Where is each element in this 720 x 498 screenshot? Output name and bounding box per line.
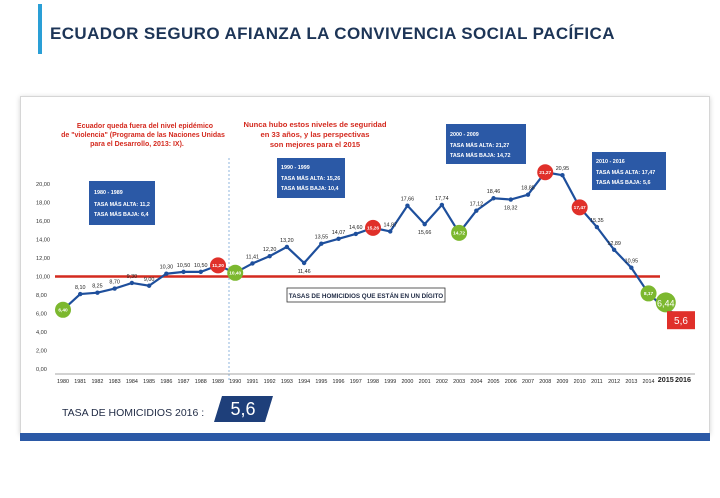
data-point: [267, 254, 271, 258]
period-box-1990s-title: 1990 - 1999: [281, 165, 310, 171]
y-tick-label: 6,00: [36, 311, 47, 318]
x-tick-label: 2000: [401, 379, 414, 385]
data-point: [319, 241, 323, 245]
period-box-2010s-low: TASA MÁS BAJA: 5,6: [596, 180, 651, 186]
period-box-2010s-high: TASA MÁS ALTA: 17,47: [596, 170, 656, 176]
low-marker-label: 10,40: [229, 271, 242, 277]
data-point: [336, 237, 340, 241]
footer-label: TASA DE HOMICIDIOS 2016 :: [62, 407, 205, 419]
x-tick-label: 1982: [91, 379, 104, 385]
data-point: [491, 196, 495, 200]
high-marker-label: 11,20: [212, 264, 224, 270]
threshold-label-box: [287, 288, 445, 302]
period-box-1980s: [89, 181, 155, 225]
data-label: 17,12: [469, 201, 484, 208]
data-label: 8,70: [109, 279, 120, 286]
period-box-1980s-title: 1980 - 1989: [94, 190, 123, 196]
x-tick-label: 1980: [57, 379, 69, 385]
data-label: 10,30: [159, 264, 174, 271]
x-tick-label: 1992: [263, 379, 276, 385]
data-label: 17,66: [400, 196, 415, 203]
x-tick-label: 2002: [435, 379, 448, 385]
period-box-1990s-low: TASA MÁS BAJA: 10,4: [281, 186, 339, 192]
center-annotation: [243, 120, 386, 149]
x-tick-label: 2006: [504, 379, 517, 385]
x-tick-label: 1996: [332, 379, 345, 385]
x-tick-label: 2010: [573, 379, 586, 385]
data-point: [78, 292, 82, 296]
x-tick-label: 1998: [367, 379, 379, 385]
data-point: [130, 281, 134, 285]
x-tick-label: 2013: [625, 379, 638, 385]
center-note-line-1: Nunca hubo estos niveles de seguridad: [243, 120, 387, 129]
x-tick-label: 2009: [556, 379, 569, 385]
data-label: 14,07: [331, 229, 346, 236]
period-box-1980s-low: TASA MÁS BAJA: 6,4: [94, 212, 149, 218]
left-annotation: [61, 123, 225, 148]
center-note-line-2: en 33 años, y las perspectivas: [260, 130, 370, 139]
low-marker-label: 8,17: [643, 292, 654, 298]
data-point: [560, 173, 564, 177]
period-box-2000s-title: 2000 - 2009: [450, 132, 479, 138]
x-tick-label: 1995: [315, 379, 328, 385]
x-tick-label: 2005: [487, 379, 500, 385]
high-marker-label: 17,47: [573, 206, 586, 212]
data-label: 14,60: [349, 224, 363, 231]
data-point: [147, 284, 151, 288]
data-point: [199, 270, 203, 274]
data-label: 18,46: [486, 189, 501, 196]
page-title: ECUADOR SEGURO AFIANZA LA CONVIVENCIA SOCIAL PACÍFICA: [50, 24, 615, 43]
x-tick-label: 1990: [229, 379, 242, 385]
y-tick-label: 2,00: [36, 348, 47, 355]
data-point: [526, 192, 530, 196]
left-note-line-3: para el Desarrollo, 2013: IX).: [90, 141, 184, 148]
x-tick-label: 1985: [143, 379, 156, 385]
period-box-1990s: [277, 158, 345, 198]
threshold-label: TASAS DE HOMICIDIOS QUE ESTÁN EN UN DÍGITO: [288, 293, 444, 300]
left-note-line-2: de "violencia" (Programa de las Naciones Unidas: [61, 132, 225, 139]
y-tick-label: 0,00: [36, 367, 47, 373]
data-point: [612, 248, 616, 252]
data-point: [354, 232, 358, 236]
period-box-1990s-high: TASA MÁS ALTA: 15,26: [281, 176, 341, 182]
x-tick-label: 1999: [384, 379, 397, 385]
footer-value: 5,6: [230, 399, 256, 419]
data-point: [388, 229, 392, 233]
data-label: 9,30: [126, 273, 138, 280]
period-box-2000s: [446, 124, 526, 164]
data-label: 8,10: [74, 285, 86, 292]
footer-value-badge: [214, 396, 273, 422]
data-label: 15,66: [417, 230, 432, 237]
low-marker-label: 14,72: [453, 231, 466, 237]
data-point: [440, 203, 444, 207]
x-tick-label: 1994: [298, 379, 311, 385]
data-label: 9,00: [143, 276, 155, 283]
data-point: [509, 197, 513, 201]
high-marker-label: 15,26: [366, 226, 380, 232]
data-point: [302, 261, 306, 265]
x-tick-label: 2001: [418, 379, 431, 385]
data-point: [181, 270, 185, 274]
x-tick-label: 2003: [453, 379, 466, 385]
x-tick-label: 1993: [280, 379, 293, 385]
x-tick-label: 1987: [177, 379, 190, 385]
x-tick-label: 2008: [539, 379, 552, 385]
high-marker-label: 21,27: [539, 171, 552, 177]
data-label: 14,87: [383, 222, 397, 229]
x-tick-label: 2004: [470, 379, 483, 385]
data-label: 10,50: [176, 262, 191, 269]
data-label: 13,55: [314, 234, 329, 241]
y-tick-label: 20,00: [36, 182, 50, 188]
x-tick-label: 2016: [675, 375, 691, 384]
y-tick-label: 10,00: [36, 274, 50, 281]
data-label: 10,95: [624, 258, 639, 265]
period-box-2010s: [592, 152, 666, 190]
period-box-1980s-high: TASA MÁS ALTA: 11,2: [94, 202, 150, 208]
left-note-line-1: Ecuador queda fuera del nivel epidémico: [76, 123, 214, 130]
period-box-2010s-title: 2010 - 2016: [596, 159, 625, 165]
x-tick-label: 1984: [125, 379, 138, 385]
data-point: [95, 290, 99, 294]
data-point: [595, 225, 599, 229]
data-point: [405, 203, 409, 207]
data-label: 8,25: [92, 283, 103, 290]
x-tick-label: 1981: [74, 379, 87, 385]
x-tick-label: 1983: [108, 379, 121, 385]
data-label: 20,95: [555, 166, 570, 173]
data-label: 13,20: [280, 237, 294, 244]
data-point: [474, 208, 478, 212]
y-tick-label: 16,00: [36, 219, 50, 225]
low-marker-label: 6,44: [657, 298, 675, 309]
data-label: 15,35: [590, 218, 604, 225]
x-tick-label: 1986: [160, 379, 173, 385]
x-tick-label: 2012: [608, 379, 621, 385]
data-point: [250, 261, 254, 265]
x-tick-label: 2015: [657, 375, 674, 384]
data-label: 18,32: [504, 205, 518, 212]
x-tick-label: 2014: [642, 379, 655, 385]
x-tick-label: 1997: [349, 379, 362, 385]
period-box-2000s-low: TASA MÁS BAJA: 14,72: [450, 153, 511, 159]
y-tick-label: 12,00: [36, 256, 50, 262]
data-label: 10,50: [194, 262, 208, 269]
x-tick-label: 1991: [246, 379, 259, 385]
y-tick-label: 14,00: [36, 237, 50, 244]
data-point: [285, 245, 289, 249]
data-label: 18,85: [521, 185, 535, 192]
low-marker-label: 6,40: [58, 308, 68, 314]
data-point: [422, 222, 426, 226]
data-point: [112, 286, 116, 290]
center-note-line-3: son mejores para el 2015: [269, 140, 361, 149]
y-tick-label: 4,00: [36, 330, 47, 336]
x-tick-label: 1989: [212, 379, 224, 385]
data-label: 17,74: [435, 195, 449, 202]
data-point: [629, 266, 633, 270]
high-marker-label: 5,6: [674, 316, 688, 328]
data-label: 12,89: [607, 240, 621, 247]
x-tick-label: 1988: [194, 379, 207, 385]
y-tick-label: 18,00: [36, 200, 50, 207]
data-label: 11,41: [245, 254, 259, 261]
period-box-2000s-high: TASA MÁS ALTA: 21,27: [450, 143, 510, 149]
data-label: 11,46: [297, 268, 311, 275]
x-tick-label: 2007: [522, 379, 534, 385]
y-tick-label: 8,00: [36, 293, 47, 299]
data-label: 12,20: [262, 247, 277, 254]
x-tick-label: 2011: [591, 379, 603, 385]
data-point: [164, 272, 168, 276]
